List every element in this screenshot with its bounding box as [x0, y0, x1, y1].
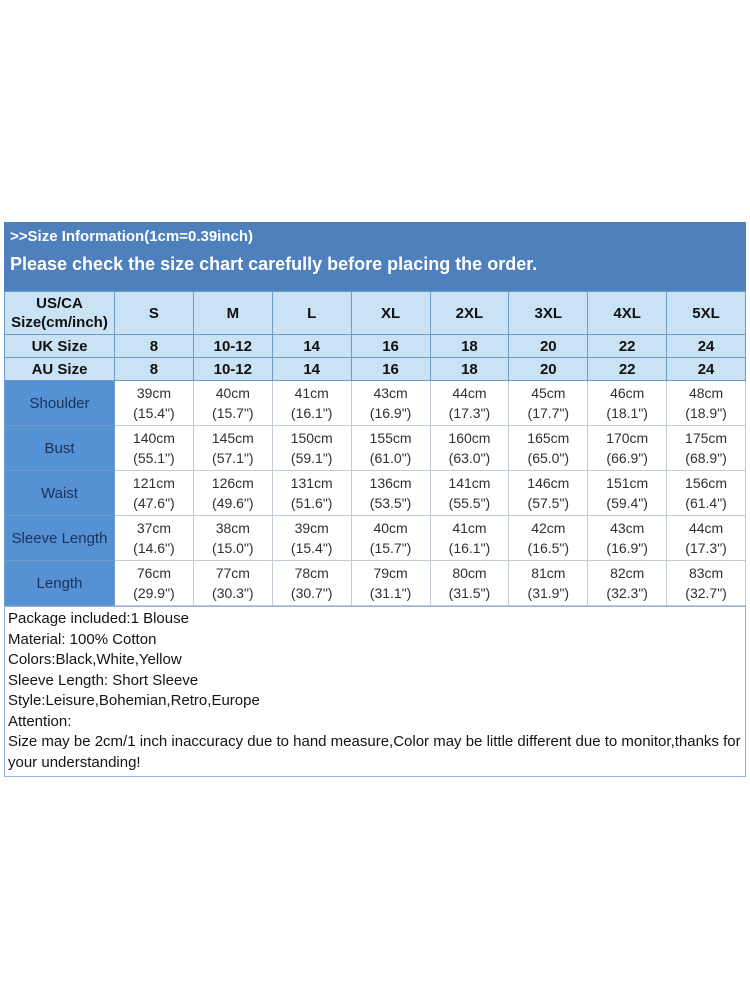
- measurement-inch: (16.9"): [369, 405, 412, 421]
- measurement-value-cell: [351, 561, 430, 606]
- measurement-cm: 126cm: [211, 475, 254, 491]
- measurement-inch: (31.9"): [527, 585, 570, 601]
- measurement-label-cell: Length: [5, 561, 115, 606]
- size-col-header: 5XL: [667, 292, 746, 335]
- measurement-cm: 170cm: [606, 430, 649, 446]
- size-col-header: XL: [351, 292, 430, 335]
- detail-line-style: Style:Leisure,Bohemian,Retro,Europe: [8, 692, 260, 709]
- size-col-header: S: [115, 292, 194, 335]
- measurement-value-cell: [509, 381, 588, 426]
- measurement-cm: 150cm: [290, 430, 333, 446]
- measurement-cm: 83cm: [688, 565, 724, 581]
- banner-title: >>Size Information(1cm=0.39inch): [10, 228, 253, 245]
- measurement-cm: 146cm: [527, 475, 570, 491]
- measurement-inch: (32.7"): [685, 585, 727, 601]
- size-value-cell: 18: [430, 358, 509, 381]
- size-col-header: M: [193, 292, 272, 335]
- measurement-cm: 145cm: [211, 430, 254, 446]
- measurement-cm: 156cm: [685, 475, 728, 491]
- measurement-label-cell: Waist: [5, 471, 115, 516]
- size-value-cell: 20: [509, 335, 588, 358]
- corner-line-1: US/CA: [36, 295, 83, 312]
- measurement-inch: (30.3"): [212, 585, 254, 601]
- size-value-cell: 14: [272, 335, 351, 358]
- measurement-value-cell: [115, 471, 194, 516]
- size-value-cell: 24: [667, 335, 746, 358]
- measurement-inch: (17.3"): [685, 540, 727, 556]
- measurement-value-cell: [667, 471, 746, 516]
- measurement-inch: (17.7"): [527, 405, 570, 421]
- measurement-cm: 175cm: [685, 430, 728, 446]
- measurement-inch: (29.9"): [133, 585, 175, 601]
- measurement-inch: (65.0"): [527, 450, 570, 466]
- measurement-inch: (61.0"): [369, 450, 412, 466]
- measurement-inch: (15.7"): [369, 540, 412, 556]
- measurement-cm: 77cm: [215, 565, 250, 581]
- measurement-value-cell: [193, 516, 272, 561]
- measurement-row: [5, 516, 746, 561]
- measurement-inch: (49.6"): [212, 495, 254, 511]
- measurement-inch: (61.4"): [685, 495, 727, 511]
- measurement-cm: 82cm: [610, 565, 645, 581]
- size-col-header: 2XL: [430, 292, 509, 335]
- measurement-inch: (16.1"): [448, 540, 491, 556]
- content-area: [4, 222, 746, 777]
- measurement-cm: 78cm: [294, 565, 329, 581]
- measurement-cm: 42cm: [531, 520, 566, 536]
- measurement-cm: 48cm: [688, 385, 724, 401]
- measurement-value-cell: [667, 516, 746, 561]
- measurement-inch: (14.6"): [133, 540, 175, 556]
- measurement-value-cell: [588, 426, 667, 471]
- measurement-inch: (31.5"): [448, 585, 491, 601]
- measurement-cm: 136cm: [369, 475, 412, 491]
- measurement-value-cell: [193, 561, 272, 606]
- measurement-value-cell: [430, 471, 509, 516]
- measurement-label-cell: Sleeve Length: [5, 516, 115, 561]
- measurement-value-cell: [272, 426, 351, 471]
- measurement-inch: (59.4"): [606, 495, 648, 511]
- measurement-cm: 131cm: [290, 475, 333, 491]
- row-label-cell: UK Size: [5, 335, 115, 358]
- measurement-label-cell: Bust: [5, 426, 115, 471]
- measurement-cm: 39cm: [294, 520, 329, 536]
- size-value-cell: 24: [667, 358, 746, 381]
- measurement-value-cell: [272, 516, 351, 561]
- measurement-cm: 40cm: [373, 520, 408, 536]
- measurement-inch: (15.4"): [133, 405, 175, 421]
- measurement-cm: 160cm: [448, 430, 491, 446]
- measurement-row: [5, 561, 746, 606]
- measurement-value-cell: [193, 426, 272, 471]
- measurement-value-cell: [430, 516, 509, 561]
- size-value-cell: 14: [272, 358, 351, 381]
- detail-line-package: Package included:1 Blouse: [8, 610, 189, 627]
- measurement-value-cell: [509, 516, 588, 561]
- size-value-cell: 10-12: [193, 335, 272, 358]
- measurement-inch: (16.9"): [606, 540, 648, 556]
- measurement-inch: (66.9"): [606, 450, 648, 466]
- measurement-value-cell: [351, 516, 430, 561]
- measurement-inch: (16.1"): [290, 405, 333, 421]
- measurement-value-cell: [588, 516, 667, 561]
- measurement-cm: 38cm: [215, 520, 250, 536]
- measurement-cm: 43cm: [373, 385, 408, 401]
- measurement-value-cell: [115, 381, 194, 426]
- measurement-value-cell: [193, 381, 272, 426]
- measurement-value-cell: [115, 561, 194, 606]
- size-col-header: 4XL: [588, 292, 667, 335]
- measurement-cm: 46cm: [610, 385, 645, 401]
- size-value-cell: 16: [351, 335, 430, 358]
- top-whitespace: [0, 0, 750, 222]
- measurement-cm: 40cm: [215, 385, 250, 401]
- measurement-inch: (32.3"): [606, 585, 648, 601]
- measurement-value-cell: [272, 381, 351, 426]
- detail-line-sleeve: Sleeve Length: Short Sleeve: [8, 671, 199, 689]
- measurement-value-cell: [193, 471, 272, 516]
- measurement-inch: (53.5"): [369, 495, 412, 511]
- measurement-value-cell: [588, 561, 667, 606]
- measurement-value-cell: [430, 561, 509, 606]
- measurement-value-cell: [667, 561, 746, 606]
- measurement-inch: (16.5"): [527, 540, 570, 556]
- size-info-banner: [4, 222, 746, 291]
- measurement-inch: (59.1"): [290, 450, 333, 466]
- measurement-cm: 76cm: [136, 565, 172, 581]
- detail-line-attention-label: Attention:: [8, 712, 72, 730]
- measurement-cm: 44cm: [452, 385, 487, 401]
- measurement-row: [5, 471, 746, 516]
- measurement-value-cell: [351, 471, 430, 516]
- measurement-inch: (47.6"): [133, 495, 175, 511]
- detail-line-material: Material: 100% Cotton: [8, 630, 157, 648]
- measurement-cm: 37cm: [136, 520, 172, 536]
- measurement-value-cell: [272, 471, 351, 516]
- corner-line-2: Size(cm/inch): [11, 314, 108, 331]
- size-value-cell: 8: [115, 358, 194, 381]
- measurement-value-cell: [115, 426, 194, 471]
- measurement-value-cell: [509, 426, 588, 471]
- measurement-inch: (55.5"): [448, 495, 491, 511]
- measurement-cm: 43cm: [610, 520, 645, 536]
- size-value-cell: 16: [351, 358, 430, 381]
- measurement-inch: (18.1"): [606, 405, 648, 421]
- measurement-inch: (15.0"): [212, 540, 254, 556]
- size-value-cell: 22: [588, 358, 667, 381]
- corner-header-cell: [5, 292, 115, 335]
- size-value-cell: 22: [588, 335, 667, 358]
- measurement-value-cell: [588, 471, 667, 516]
- measurement-inch: (57.5"): [527, 495, 570, 511]
- size-value-cell: 10-12: [193, 358, 272, 381]
- product-details: [4, 606, 746, 777]
- measurement-value-cell: [430, 381, 509, 426]
- measurement-value-cell: [588, 381, 667, 426]
- measurement-cm: 165cm: [527, 430, 570, 446]
- size-value-cell: 20: [509, 358, 588, 381]
- detail-line-colors: Colors:Black,White,Yellow: [8, 651, 182, 668]
- measurement-value-cell: [667, 381, 746, 426]
- measurement-cm: 141cm: [448, 475, 491, 491]
- size-col-header: 3XL: [509, 292, 588, 335]
- measurement-inch: (57.1"): [212, 450, 254, 466]
- region-size-row: [5, 358, 746, 381]
- measurement-inch: (68.9"): [685, 450, 727, 466]
- measurement-value-cell: [430, 426, 509, 471]
- measurement-value-cell: [272, 561, 351, 606]
- banner-subtitle: Please check the size chart carefully before placing the order.: [10, 254, 538, 274]
- measurement-cm: 44cm: [688, 520, 724, 536]
- row-label-cell: AU Size: [5, 358, 115, 381]
- measurement-cm: 45cm: [531, 385, 566, 401]
- measurement-cm: 79cm: [373, 565, 408, 581]
- measurement-row: [5, 381, 746, 426]
- detail-line-attention-text: Size may be 2cm/1 inch inaccuracy due to hand measure,Color may be little different due to monitor,thanks for your understanding!: [8, 733, 741, 771]
- measurement-inch: (63.0"): [448, 450, 491, 466]
- size-value-cell: 8: [115, 335, 194, 358]
- measurement-value-cell: [351, 426, 430, 471]
- measurement-cm: 155cm: [369, 430, 412, 446]
- measurement-inch: (51.6"): [290, 495, 333, 511]
- measurement-cm: 151cm: [606, 475, 649, 491]
- measurement-value-cell: [351, 381, 430, 426]
- region-size-row: [5, 335, 746, 358]
- measurement-inch: (30.7"): [290, 585, 333, 601]
- measurement-value-cell: [115, 516, 194, 561]
- measurement-cm: 81cm: [531, 565, 566, 581]
- measurement-inch: (15.7"): [212, 405, 254, 421]
- measurement-row: [5, 426, 746, 471]
- measurement-inch: (31.1"): [369, 585, 412, 601]
- measurement-cm: 39cm: [136, 385, 172, 401]
- measurement-value-cell: [509, 561, 588, 606]
- measurement-value-cell: [667, 426, 746, 471]
- size-col-header: L: [272, 292, 351, 335]
- measurement-inch: (55.1"): [133, 450, 175, 466]
- size-value-cell: 18: [430, 335, 509, 358]
- measurement-cm: 121cm: [132, 475, 175, 491]
- measurement-inch: (18.9"): [685, 405, 727, 421]
- measurement-inch: (17.3"): [448, 405, 491, 421]
- measurement-value-cell: [509, 471, 588, 516]
- size-header-row: [5, 292, 746, 335]
- measurement-label-cell: Shoulder: [5, 381, 115, 426]
- measurement-cm: 80cm: [452, 565, 487, 581]
- measurement-cm: 41cm: [452, 520, 487, 536]
- measurement-inch: (15.4"): [290, 540, 333, 556]
- size-chart-table: [4, 291, 746, 606]
- measurement-cm: 41cm: [294, 385, 329, 401]
- measurement-cm: 140cm: [132, 430, 175, 446]
